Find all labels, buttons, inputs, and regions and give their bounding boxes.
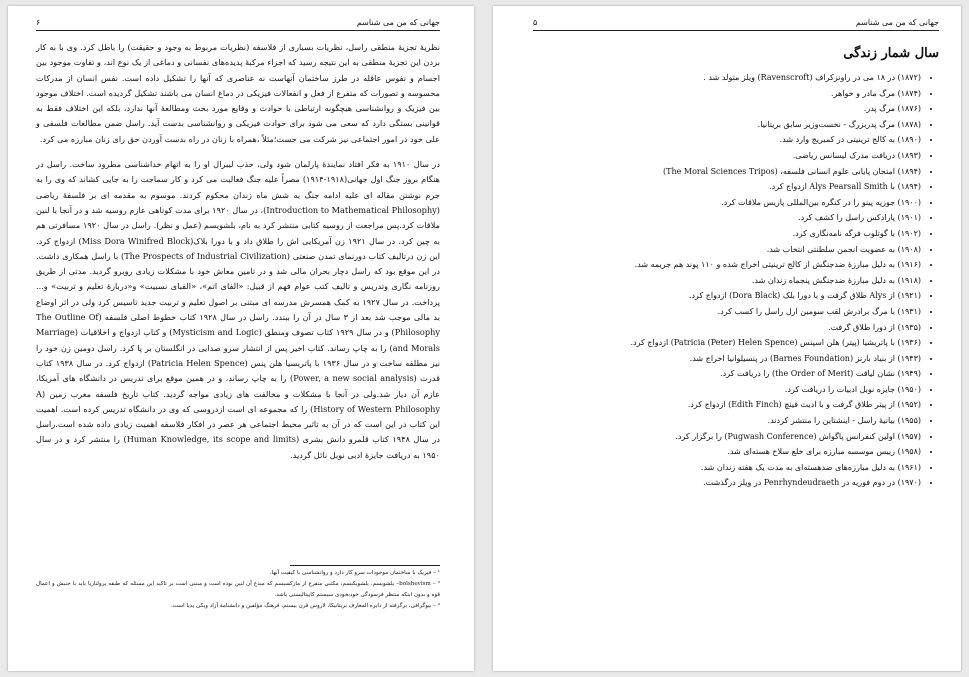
left-page-header <box>36 16 440 30</box>
timeline-item: • (۱۹۳۵) از دورا طلاق گرفت. <box>533 320 921 336</box>
timeline-item: • (۱۸۹۴) امتحان پایانی علوم انسانی فلسفه، (The Moral Sciences Tripos) <box>533 164 921 180</box>
section-title: سال شمار زندگی <box>843 46 939 61</box>
timeline-item: • (۱۸۷۲) در ۱۸ می در راونزکراف (Ravenscroft) ویلز متولد شد . <box>533 70 921 86</box>
footnote-rule <box>290 565 440 566</box>
left-header-title: جهانی که من می شناسم <box>356 18 440 27</box>
timeline-item: • (۱۹۶۱) به دلیل مبارزه‌های ضدهسته‌ای به مدت یک هفته زندان شد. <box>533 460 921 476</box>
timeline-item: • (۱۹۷۰) در دوم فوریه در Penrhyndeudraeth در ویلز درگذشت. <box>533 475 921 491</box>
timeline-item: • (۱۹۳۱) با مرگ برادرش لقب سومین ارل راسل را کسب کرد. <box>533 304 921 320</box>
timeline-item: • (۱۹۵۰) جایزه نوبل ادبیات را دریافت کرد. <box>533 382 921 398</box>
timeline-item: • (۱۸۹۴) با Alys Pearsall Smith ازدواج کرد. <box>533 179 921 195</box>
right-header-title: جهانی که من می شناسم <box>855 18 939 27</box>
timeline-item: • (۱۹۵۲) از پیتر طلاق گرفت و با ادیث فینچ (Edith Finch) ازدواج کرد. <box>533 397 921 413</box>
timeline-item: • (۱۹۴۳) از بنیاد بارنز (Barnes Foundation) در پنسیلوانیا اخراج شد. <box>533 351 921 367</box>
footnote: ² – bolshevism– بلشویسم، بلشویکیسم، مکتبی متفرع از مارکسیسم که مبدع آن لنین بوده است و مبتنی است بر تاکید این مسئله که طبقه پرولتاریا باید با جنبش و اعمال قوه و بدون اینکه منتظر فرسودگی خودبخودی سیستم کاپیتالیستی باشد. <box>36 581 440 598</box>
timeline-item: • (۱۹۱۸) به دلیل مبارزهٔ ضدجنگش پنجماه زندان شد. <box>533 273 921 289</box>
timeline-item: • (۱۹۱۶) به دلیل مبارزهٔ ضدجنگش از کالج ترینیتی اخراج شده و ۱۱۰ پوند هم جریمه شد. <box>533 257 921 273</box>
timeline-item: • (۱۹۰۰) جوزپه پینو را در کنگره بین‌المللی پاریس ملاقات کرد. <box>533 195 921 211</box>
left-header-rule <box>36 30 440 31</box>
footnotes <box>36 568 440 612</box>
timeline-item: • (۱۸۷۴) مرگ مادر و خواهر. <box>533 86 921 102</box>
body-paragraph: نظریهٔ تجزیهٔ منطقی راسل، نظریات بسیاری از فلاسفه (نظریات مربوط به وجود و حقیقت) را باطل کرد. وی با به کار بردن این تجزیهٔ منطقی به این نتیجه رسید که اجزاء مرکبهٔ پدیده‌های نفسانی و دماغی از یک نوع اند، و تفاوت موجود بین اجسام و نفوس عاقله در طرز ساختمان آنهاست نه عناصری که آنها را تشکیل داده است. نفس انسان از مدرکات محسوسه و تصورات که متفرع از فعل و انفعالات فیزیکی در دماغ انسان می باشند تشکیل گردیده است. اختلاف موجود بین فیزیک و روانشناسی هیچگونه ارتباطی با حوادث و وقایع مورد بحث ومطالعهٔ آنها ندارد، بلکه این اختلاف فقط به قوانینی بستگی دارد که سعی می شود برای حوادث فیزیکی و روانشناسی بدست آید. راسل ضمن مطالعات فلسفی و علی خود در امور اجتماعی نیز شرکت می جست؛مثلاً ،همراه با زنان در راه بدست آوردن حق رای زنان مبارزه می کرد. <box>36 42 440 144</box>
timeline-item: • (۱۸۷۶) مرگ پدر. <box>533 101 921 117</box>
timeline-item: • (۱۹۳۶) با پاتریشیا (پیتر) هلن اسپنس (Patricia (Peter) Helen Spence) ازدواج کرد. <box>533 335 921 351</box>
timeline-item: • (۱۹۲۱) از Alys طلاق گرفت و با دورا بلک (Dora Black) ازدواج کرد. <box>533 288 921 304</box>
timeline-item: • (۱۸۷۸) مرگ پدربزرگ - نخست‌وزیر سابق بریتانیا. <box>533 117 921 133</box>
timeline-item: • (۱۸۹۰) به کالج ترینیتی در کمبریج وارد شد. <box>533 132 921 148</box>
body-paragraph: در سال ۱۹۱۰ به فکر افتاد نمایندهٔ پارلمان شود ولی، حذب لیبرال او را به اتهام خداشناسی مطرود ساخت. راسل در هنگام بروز جنگ اول جهانی(۱۹۱۸-۱۹۱۴) مصراً علیه جنگ فعالیت می کرد و کار سماجت را به جایی کشاند که وی را به جرم نوشتن مقاله ای علیه ادامه جنگ به شش ماه زندان محکوم کردند. موسوم به مقدمه ای بر فلسفهٔ ریاضی (Introduction to Mathematical Philosophy)، در سال ۱۹۲۰ برای مدت کوتاهی عازم روسیه شد و در آنجا با لنین ملاقات کرد.پس مراجعت از روسیه کتابی منتشر کرد به نام، بلشویسم (عمل و نظر). راسل در سال ۱۹۲۰ مسافرتی هم به چین کرد. در سال ۱۹۲۱ زن آمریکایی اش را طلاق داد و با دورا بلاک(Miss Dora Winifred Block) ازدواج کرد. این زن درتالیف کتاب دورنمای تمدن صنعتی (The Prospects of Industrial Civilization) با راسل همکاری داشت. در این موقع بود که راسل دچار بحران مالی شد و در تامین معاش خود با مشکلات زیادی روبرو گردید. مدتی از طریق روزنامه نگاری وتدریس و تالیف کتب عوام فهم از قبیل: «الفای اتم»، «الفبای نسبیت» و«دربارهٔ تعلیم و تربیت» و... پرداخت. در سال ۱۹۲۷ به کمک همسرش مدرسه ای مبتنی بر اصول تعلیم و تربیت جدید تاسیس کرد ولی در اثر اوضاع بد مالی موجب شد بعد از ۳ سال در آن را ببندد. راسل در سال ۱۹۲۸ کتاب خطوط اصلی فلسفه (The Outline Of Philosophy) و در سال ۱۹۲۹ کتاب تصوف ومنطق (Mysticism and Logic) و کتاب ازدواج و اخلاقیات (Marriage and Morals) را به چاپ رساند. کتاب اخیر پس از انتشار سرو صدایی در انگلستان بر پا کرد. راسل دومین زن خود را نیز مطلقه ساخت و در سال ۱۹۳۶ با پاتریسیا هلن پنس (Patricia Helen Spence) ازدواج کرد. در سال ۱۹۳۸ کتاب قدرت (Power, a new social analysis) را به چاپ رساند، و در همین موقع برای تدریس در دانشگاه های آمریکا، عازم آن دیار شد.ولی در آنجا با مشکلات و مخالفت های زیادی مواجه گردید. کتاب تاریخ فلسفه مغرب زمین (A History of Western Philosophy) را که مجموعه ای است ازدروسی که وی در دانشگاه تدریس کرده است. اهمیت این کتاب در این است که در آن به تاثیر محیط اجتماعی هر عصر در افکار فلاسفه اهمیت زیادی داده شده است.راسل در سال ۱۹۴۸ کتاب قلمرو دانش بشری (Human Knowledge, its scope and limits) را منتشر کرد و در سال ۱۹۵۰ به دریافت جایزهٔ ادبی نوبل نائل گردید. <box>36 159 441 460</box>
right-page-number: ۵ <box>533 18 538 27</box>
timeline-item: • (۱۹۴۹) نشان لیاقت (the Order of Merit) را دریافت کرد. <box>533 366 921 382</box>
footnote: ¹ – فیزیک با ساختمان موجودات سرو کار دارد و روانشناسی با کیفیت آنها. <box>269 570 440 576</box>
timeline-item: • (۱۹۰۱) پارادکس راسل را کشف کرد. <box>533 210 921 226</box>
right-page <box>493 6 961 671</box>
timeline-item: • (۱۹۰۸) به عضویت انجمن سلطنتی انتخاب شد. <box>533 242 921 258</box>
timeline-item: • (۱۸۹۳) دریافت مدرک لیسانس ریاضی. <box>533 148 921 164</box>
timeline-item: • (۱۹۵۸) رییس موسسه مبارزه برای خلع سلاح هسته‌ای شد. <box>533 444 921 460</box>
timeline-item: • (۱۹۰۲) با گوتلوب فرگه نامه‌نگاری کرد. <box>533 226 921 242</box>
footnote: ³ – بیوگرافی، برگرفته از دایره المعارف بریتانیکا، لاروس قرن بیستم، فرهنگ مؤلفین و دانشنامهٔ آزاد ویکی پدیا است. <box>171 603 440 609</box>
left-body-text <box>36 40 440 463</box>
left-page <box>8 6 474 671</box>
timeline-item: • (۱۹۵۷) اولین کنفرانس پاگواش (Pugwash Conference) را برگزار کرد. <box>533 429 921 445</box>
left-page-number: ۶ <box>36 18 41 27</box>
right-header-rule <box>533 30 939 31</box>
right-page-header <box>533 16 939 30</box>
timeline-item: • (۱۹۵۵) بیانیهٔ راسل - اینشتاین را منتشر کردند. <box>533 413 921 429</box>
timeline-list <box>533 70 931 491</box>
